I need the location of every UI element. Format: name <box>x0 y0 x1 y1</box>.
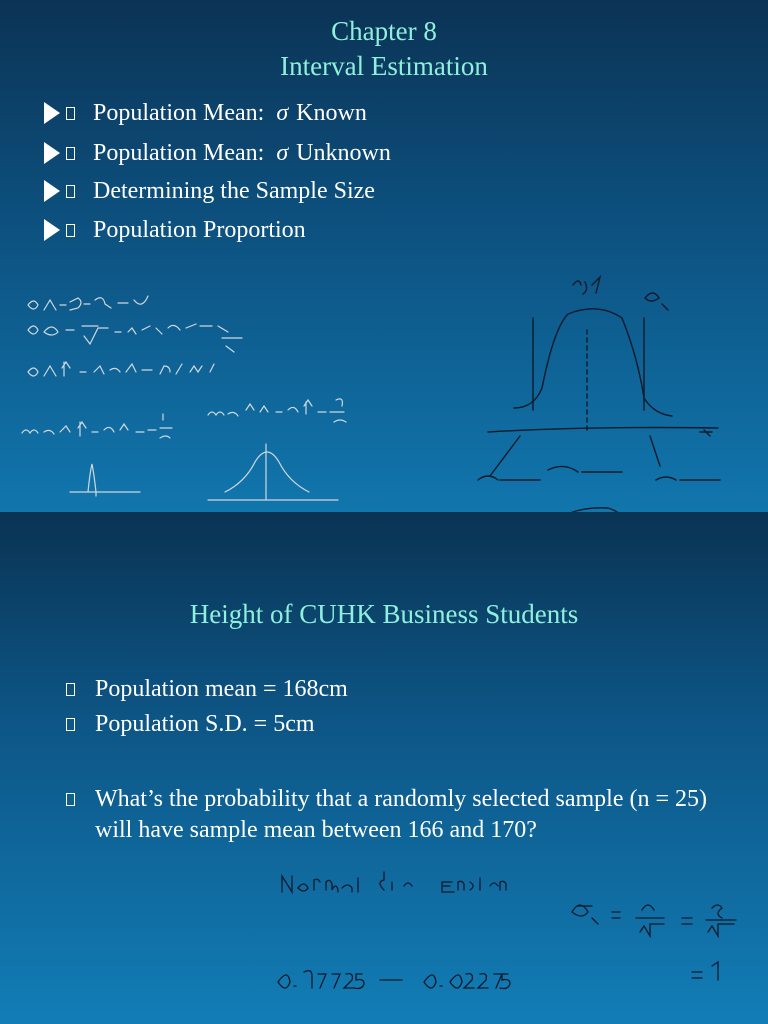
sigma-symbol: σ <box>276 140 289 166</box>
slide-2 <box>0 512 768 1024</box>
slide-title-line-2: Interval Estimation <box>280 51 488 81</box>
bullet-known-prefix: Population Mean: <box>93 100 265 126</box>
bullet-sample-size-text: Determining the Sample Size <box>93 178 375 204</box>
sigma-symbol: σ <box>276 100 289 126</box>
bullet-probability-question-text: What’s the probability that a randomly selected sample (n = 25) will have sample mean between 166 and 170? <box>95 786 708 843</box>
slide-title-line-1: Chapter 8 <box>331 16 437 46</box>
bullet-unknown-prefix: Population Mean: <box>93 140 265 166</box>
bullet-known-suffix: Known <box>296 100 367 126</box>
bullet-proportion-text: Population Proportion <box>93 217 306 243</box>
bullet-unknown-suffix: Unknown <box>296 140 391 166</box>
bullet-population-mean-text: Population mean = 168cm <box>95 676 348 702</box>
handwritten-notes-slide-2 <box>0 512 768 1024</box>
bullet-population-sd-text: Population S.D. = 5cm <box>95 711 315 737</box>
slide-2-title: Height of CUHK Business Students <box>189 599 579 629</box>
